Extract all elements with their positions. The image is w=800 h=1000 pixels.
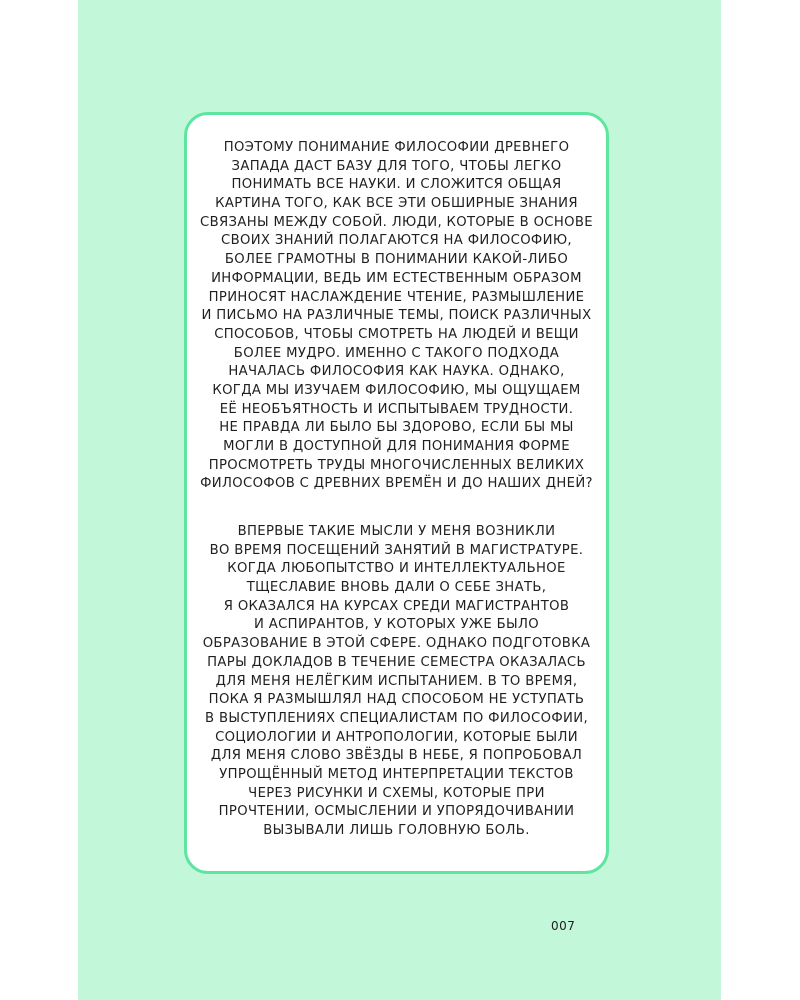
text-line: ФИЛОСОФОВ С ДРЕВНИХ ВРЕМЁН И ДО НАШИХ ДНЕЙ? (200, 476, 593, 492)
text-line: НЕ ПРАВДА ЛИ БЫЛО БЫ ЗДОРОВО, ЕСЛИ БЫ МЫ (219, 420, 574, 436)
text-line: В ВЫСТУПЛЕНИЯХ СПЕЦИАЛИСТАМ ПО ФИЛОСОФИИ, (205, 710, 588, 726)
text-line: ПОНИМАТЬ ВСЕ НАУКИ. И СЛОЖИТСЯ ОБЩАЯ (231, 177, 562, 193)
text-line: ДЛЯ МЕНЯ СЛОВО ЗВЁЗДЫ В НЕБЕ, Я ПОПРОБОВАЛ (210, 748, 583, 764)
text-line: ВЫЗЫВАЛИ ЛИШЬ ГОЛОВНУЮ БОЛЬ. (263, 823, 530, 838)
paragraph-1 (187, 139, 606, 494)
text-line: ОБРАЗОВАНИЕ В ЭТОЙ СФЕРЕ. ОДНАКО ПОДГОТОВКА (202, 636, 591, 652)
text-line: Я ОКАЗАЛСЯ НА КУРСАХ СРЕДИ МАГИСТРАНТОВ (223, 598, 570, 614)
text-line: БОЛЕЕ МУДРО. ИМЕННО С ТАКОГО ПОДХОДА (233, 345, 560, 361)
text-line: СВЯЗАНЫ МЕЖДУ СОБОЙ. ЛЮДИ, КОТОРЫЕ В ОСНОВЕ (200, 214, 593, 230)
text-card (184, 112, 609, 874)
text-line: СПОСОБОВ, ЧТОБЫ СМОТРЕТЬ НА ЛЮДЕЙ И ВЕЩИ (214, 326, 579, 342)
text-line: УПРОЩЁННЫЙ МЕТОД ИНТЕРПРЕТАЦИИ ТЕКСТОВ (219, 766, 574, 782)
text-line: КАРТИНА ТОГО, КАК ВСЕ ЭТИ ОБШИРНЫЕ ЗНАНИЯ (215, 196, 578, 212)
text-line: ПРОСМОТРЕТЬ ТРУДЫ МНОГОЧИСЛЕННЫХ ВЕЛИКИХ (208, 457, 585, 473)
paragraph-2 (187, 523, 606, 841)
text-line: КОГДА МЫ ИЗУЧАЕМ ФИЛОСОФИЮ, МЫ ОЩУЩАЕМ (212, 382, 581, 398)
text-line: ДЛЯ МЕНЯ НЕЛЁГКИМ ИСПЫТАНИЕМ. В ТО ВРЕМЯ, (215, 673, 578, 689)
text-line: НАЧАЛАСЬ ФИЛОСОФИЯ КАК НАУКА. ОДНАКО, (228, 364, 565, 380)
text-line: КОГДА ЛЮБОПЫТСТВО И ИНТЕЛЛЕКТУАЛЬНОЕ (227, 561, 566, 577)
text-line: ПРИНОСЯТ НАСЛАЖДЕНИЕ ЧТЕНИЕ, РАЗМЫШЛЕНИЕ (208, 289, 585, 305)
text-line: СОЦИОЛОГИИ И АНТРОПОЛОГИИ, КОТОРЫЕ БЫЛИ (215, 729, 578, 745)
text-line: БОЛЕЕ ГРАМОТНЫ В ПОНИМАНИИ КАКОЙ-ЛИБО (224, 252, 569, 268)
text-line: ВПЕРВЫЕ ТАКИЕ МЫСЛИ У МЕНЯ ВОЗНИКЛИ (237, 524, 556, 539)
text-line: ЕЁ НЕОБЪЯТНОСТЬ И ИСПЫТЫВАЕМ ТРУДНОСТИ. (219, 401, 574, 417)
text-line: ПОКА Я РАЗМЫШЛЯЛ НАД СПОСОБОМ НЕ УСТУПАТЬ (208, 692, 585, 708)
text-line: ЧЕРЕЗ РИСУНКИ И СХЕМЫ, КОТОРЫЕ ПРИ (248, 785, 545, 801)
text-line: ЗАПАДА ДАСТ БАЗУ ДЛЯ ТОГО, ЧТОБЫ ЛЕГКО (231, 158, 562, 174)
text-line: СВОИХ ЗНАНИЙ ПОЛАГАЮТСЯ НА ФИЛОСОФИЮ, (221, 233, 572, 249)
text-line: ПАРЫ ДОКЛАДОВ В ТЕЧЕНИЕ СЕМЕСТРА ОКАЗАЛАСЬ (207, 654, 586, 670)
text-line: ВО ВРЕМЯ ПОСЕЩЕНИЙ ЗАНЯТИЙ В МАГИСТРАТУРЕ. (209, 542, 584, 558)
text-line: ТЩЕСЛАВИЕ ВНОВЬ ДАЛИ О СЕБЕ ЗНАТЬ, (246, 580, 547, 596)
text-line: МОГЛИ В ДОСТУПНОЙ ДЛЯ ПОНИМАНИЯ ФОРМЕ (223, 439, 570, 454)
book-page (78, 0, 721, 1000)
page-number: 007 (551, 919, 576, 933)
text-line: ПОЭТОМУ ПОНИМАНИЕ ФИЛОСОФИИ ДРЕВНЕГО (223, 140, 570, 155)
text-line: И ПИСЬМО НА РАЗЛИЧНЫЕ ТЕМЫ, ПОИСК РАЗЛИЧНЫХ (201, 308, 592, 324)
text-line: ПРОЧТЕНИИ, ОСМЫСЛЕНИИ И УПОРЯДОЧИВАНИИ (218, 804, 575, 820)
text-line: ИНФОРМАЦИИ, ВЕДЬ ИМ ЕСТЕСТВЕННЫМ ОБРАЗОМ (211, 270, 582, 286)
text-line: И АСПИРАНТОВ, У КОТОРЫХ УЖЕ БЫЛО (254, 617, 539, 633)
